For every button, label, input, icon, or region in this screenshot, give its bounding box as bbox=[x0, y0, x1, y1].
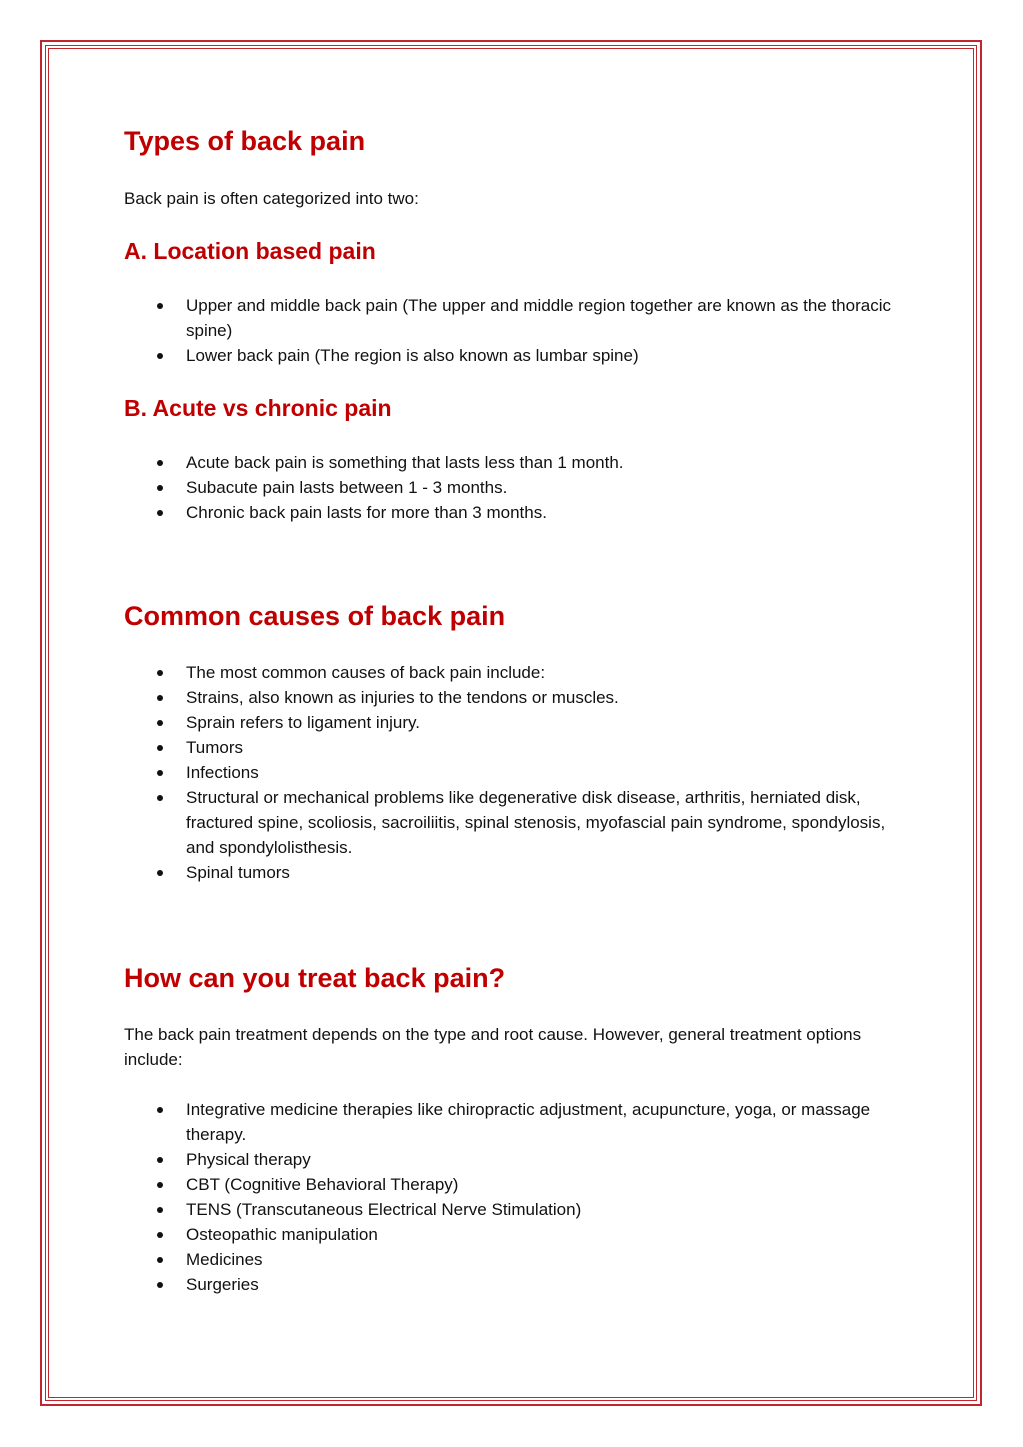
intro-treatment: The back pain treatment depends on the type and root cause. However, general treatment options include: bbox=[124, 1025, 862, 1069]
bullet-icon bbox=[157, 303, 163, 309]
list-item bbox=[124, 1097, 904, 1147]
bullet-icon bbox=[157, 770, 163, 776]
heading-how-to-treat: How can you treat back pain? bbox=[124, 963, 506, 993]
list-item bbox=[124, 1147, 904, 1172]
heading-types-of-back-pain: Types of back pain bbox=[124, 126, 366, 156]
bullet-icon bbox=[157, 1257, 163, 1263]
intro-types: Back pain is often categorized into two: bbox=[124, 189, 419, 208]
bullet-icon bbox=[157, 695, 163, 701]
list-item-text: Chronic back pain lasts for more than 3 months. bbox=[186, 503, 547, 522]
list-item-text: Medicines bbox=[186, 1250, 263, 1269]
list-item bbox=[124, 1222, 904, 1247]
list-item-text: Subacute pain lasts between 1 - 3 months. bbox=[186, 478, 508, 497]
list-item bbox=[124, 500, 904, 525]
list-item-text: Physical therapy bbox=[186, 1150, 311, 1169]
bullet-icon bbox=[157, 745, 163, 751]
list-item bbox=[124, 660, 904, 685]
bullet-icon bbox=[157, 1182, 163, 1188]
list-item-text: CBT (Cognitive Behavioral Therapy) bbox=[186, 1175, 459, 1194]
list-item bbox=[124, 1272, 904, 1297]
bullet-icon bbox=[157, 1232, 163, 1238]
list-item bbox=[124, 735, 904, 760]
list-item-text: Sprain refers to ligament injury. bbox=[186, 713, 421, 732]
list-item bbox=[124, 760, 904, 785]
list-item-text: Spinal tumors bbox=[186, 863, 290, 882]
list-item bbox=[124, 785, 904, 860]
bullet-icon bbox=[157, 720, 163, 726]
list-item-text: Strains, also known as injuries to the tendons or muscles. bbox=[186, 688, 619, 707]
list-item-text: Upper and middle back pain (The upper and middle region together are known as the thoracic spine) bbox=[186, 296, 891, 340]
list-item bbox=[124, 1172, 904, 1197]
list-item-text: Tumors bbox=[186, 738, 243, 757]
list-item-text: Structural or mechanical problems like degenerative disk disease, arthritis, herniated disk, fractured spine, scoliosis, sacroiliitis, spinal stenosis, myofascial pain syndrome, spondylosis, and spondylolisthesis. bbox=[186, 788, 886, 857]
list-item-text: The most common causes of back pain include: bbox=[186, 663, 546, 682]
heading-common-causes: Common causes of back pain bbox=[124, 601, 506, 631]
subheading-location-based-pain: A. Location based pain bbox=[124, 238, 376, 264]
list-item bbox=[124, 1197, 904, 1222]
list-acute-vs-chronic bbox=[124, 450, 904, 525]
list-item-text: TENS (Transcutaneous Electrical Nerve Stimulation) bbox=[186, 1200, 582, 1219]
list-item bbox=[124, 1247, 904, 1272]
bullet-icon bbox=[157, 870, 163, 876]
list-item bbox=[124, 710, 904, 735]
subheading-acute-vs-chronic-pain: B. Acute vs chronic pain bbox=[124, 395, 392, 421]
bullet-icon bbox=[157, 460, 163, 466]
bullet-icon bbox=[157, 670, 163, 676]
bullet-icon bbox=[157, 353, 163, 359]
bullet-icon bbox=[157, 1157, 163, 1163]
list-item bbox=[124, 685, 904, 710]
list-item-text: Acute back pain is something that lasts less than 1 month. bbox=[186, 453, 624, 472]
list-item-text: Osteopathic manipulation bbox=[186, 1225, 378, 1244]
list-item bbox=[124, 343, 904, 368]
bullet-icon bbox=[157, 1282, 163, 1288]
list-item bbox=[124, 293, 904, 343]
list-item-text: Surgeries bbox=[186, 1275, 259, 1294]
list-treatments bbox=[124, 1097, 904, 1297]
bullet-icon bbox=[157, 1107, 163, 1113]
list-item-text: Lower back pain (The region is also known as lumbar spine) bbox=[186, 346, 639, 365]
list-item-text: Integrative medicine therapies like chiropractic adjustment, acupuncture, yoga, or massage therapy. bbox=[186, 1100, 871, 1144]
list-item bbox=[124, 475, 904, 500]
bullet-icon bbox=[157, 1207, 163, 1213]
list-item bbox=[124, 860, 904, 885]
list-item-text: Infections bbox=[186, 763, 259, 782]
list-common-causes bbox=[124, 660, 904, 885]
list-item bbox=[124, 450, 904, 475]
bullet-icon bbox=[157, 485, 163, 491]
bullet-icon bbox=[157, 510, 163, 516]
bullet-icon bbox=[157, 795, 163, 801]
list-location-based-pain bbox=[124, 293, 904, 368]
